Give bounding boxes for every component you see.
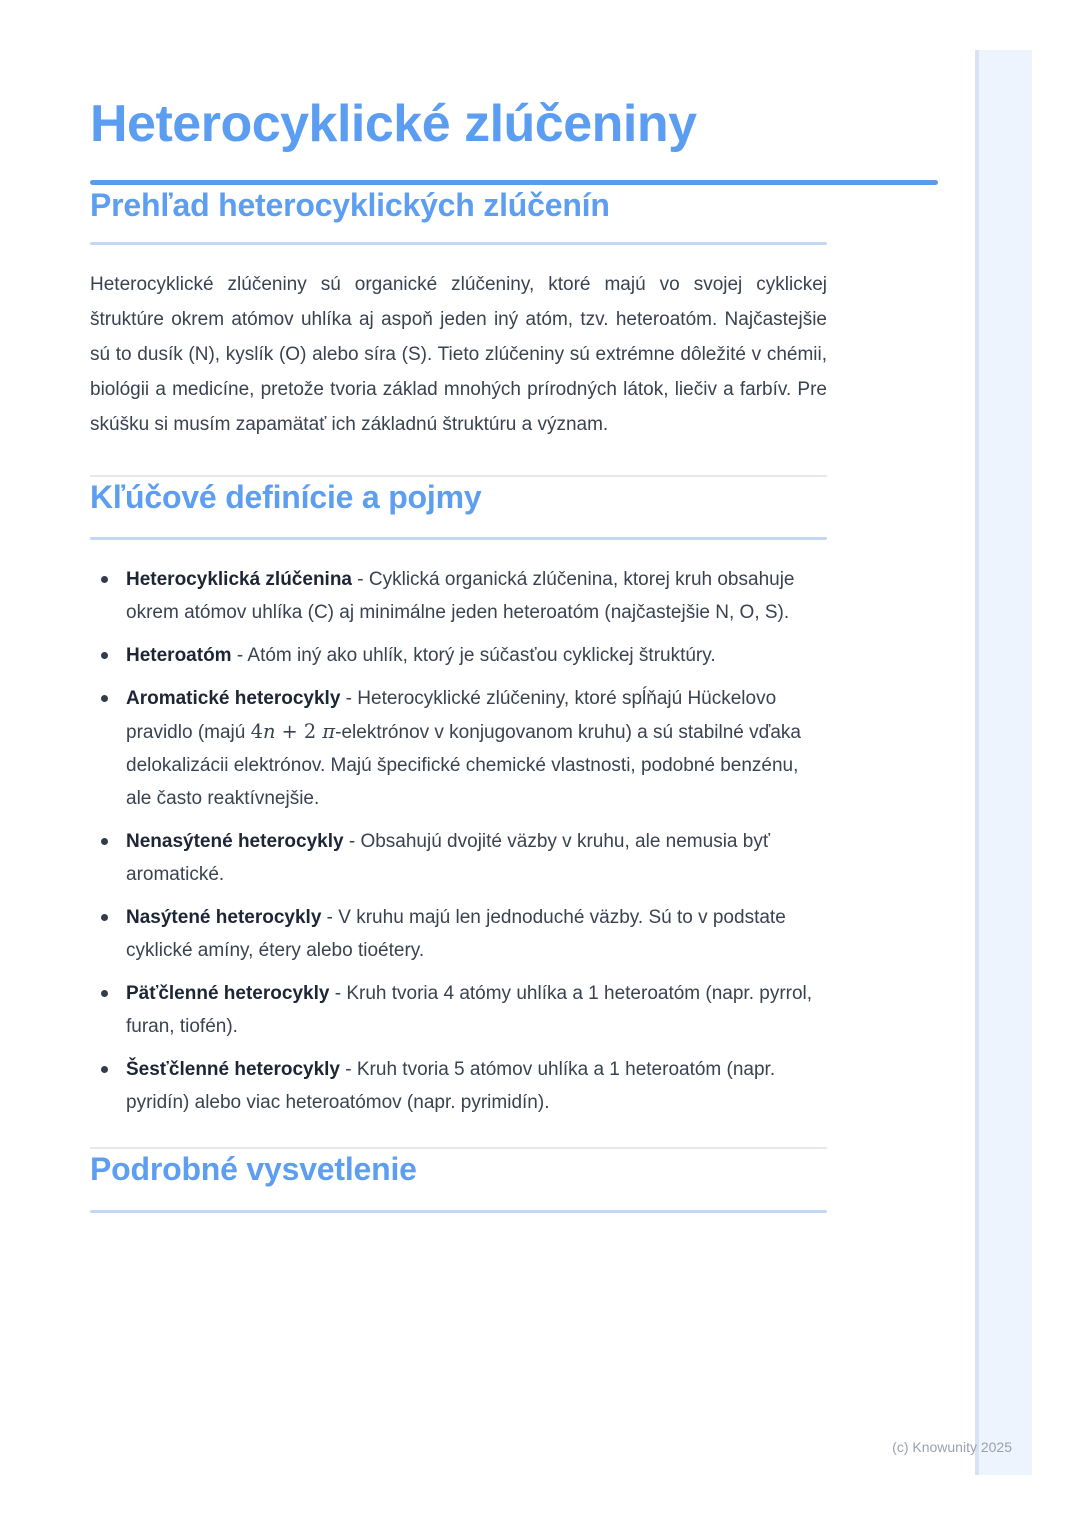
- detail-heading-rule: [90, 1210, 827, 1213]
- definition-text: - V kruhu majú len jednoduché väzby. Sú to v podstate cyklické amíny, étery alebo tioétery.: [126, 907, 786, 961]
- definition-item: [90, 639, 827, 672]
- definition-text: - Obsahujú dvojité väzby v kruhu, ale nemusia byť aromatické.: [126, 831, 770, 885]
- overview-heading-rule: [90, 242, 827, 245]
- definition-item: [90, 1053, 827, 1119]
- math-mi: π: [322, 720, 336, 743]
- definition-text: - Kruh tvoria 4 atómy uhlíka a 1 heteroatóm (napr. pyrrol, furan, tiofén).: [126, 983, 813, 1037]
- definition-term: Heterocyklická zlúčenina: [126, 569, 352, 590]
- definition-item: [90, 901, 827, 967]
- definition-term: Päťčlenné heterocykly: [126, 983, 330, 1004]
- side-stripe: [975, 50, 1032, 1475]
- definition-term: Nenasýtené heterocykly: [126, 831, 344, 852]
- overview-paragraph: Heterocyklické zlúčeniny sú organické zlúčeniny, ktoré majú vo svojej cyklickej štruktúre okrem atómov uhlíka aj aspoň jeden iný atóm, tzv. heteroatóm. Najčastejšie sú to dusík (N), kyslík (O) alebo síra (S). Tieto zlúčeniny sú extrémne dôležité v chémii, biológii a medicíne, pretože tvoria základ mnohých prírodných látok, liečiv a farbív. Pre skúšku si musím zapamätať ich základnú štruktúru a význam.: [90, 274, 827, 435]
- math-mi: n: [262, 720, 276, 743]
- definition-item: [90, 682, 827, 815]
- definitions-list: [90, 563, 827, 1119]
- math-mn: + 2: [275, 720, 323, 743]
- overview-heading: Prehľad heterocyklických zlúčenín: [90, 187, 610, 223]
- definitions-heading: Kľúčové definície a pojmy: [90, 479, 482, 515]
- definition-term: Nasýtené heterocykly: [126, 907, 322, 928]
- content-column: [90, 0, 827, 1213]
- detail-heading: Podrobné vysvetlenie: [90, 1151, 417, 1187]
- definition-term: Šesťčlenné heterocykly: [126, 1059, 340, 1080]
- definition-item: [90, 977, 827, 1043]
- definition-text: - Kruh tvoria 5 atómov uhlíka a 1 heteroatóm (napr. pyridín) alebo viac heteroatómov (napr. pyrimidín).: [126, 1059, 776, 1113]
- definition-text: - Heterocyklické zlúčeniny, ktoré spĺňajú Hückelovo pravidlo (majú: [126, 688, 777, 743]
- footer-copyright: (c) Knowunity 2025: [892, 1439, 1012, 1455]
- definition-item: [90, 825, 827, 891]
- definition-term: Aromatické heterocykly: [126, 688, 341, 709]
- definitions-heading-rule: [90, 537, 827, 540]
- definition-text: - Atóm iný ako uhlík, ktorý je súčasťou cyklickej štruktúry.: [231, 645, 716, 666]
- math-mn: 4: [250, 720, 263, 743]
- definition-term: Heteroatóm: [126, 645, 232, 666]
- definition-text: -elektrónov v konjugovanom kruhu) a sú stabilné vďaka delokalizácii elektrónov. Majú špecifické chemické vlastnosti, podobné benzénu, ale často reaktívnejšie.: [126, 722, 801, 809]
- definition-text: - Cyklická organická zlúčenina, ktorej kruh obsahuje okrem atómov uhlíka (C) aj minimálne jeden heteroatóm (najčastejšie N, O, S).: [126, 569, 795, 623]
- page-title: Heterocyklické zlúčeniny: [90, 95, 697, 153]
- definition-item: [90, 563, 827, 629]
